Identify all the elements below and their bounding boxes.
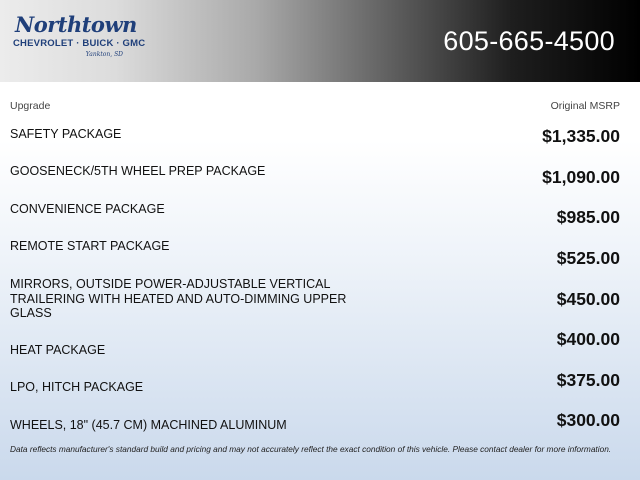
upgrade-price: $400.00 (556, 329, 620, 349)
logo-name: Northtown (15, 12, 137, 37)
upgrade-name: REMOTE START PACKAGE (10, 239, 170, 253)
logo-brands: CHEVROLET · BUICK · GMC (13, 38, 146, 49)
upgrade-name: CONVENIENCE PACKAGE (10, 202, 165, 216)
upgrade-price: $985.00 (556, 207, 620, 227)
logo-city: Yankton, SD (85, 51, 123, 58)
upgrade-price: $1,090.00 (542, 167, 620, 187)
upgrade-price: $450.00 (556, 289, 620, 309)
msrp-column-heading: Original MSRP (550, 100, 620, 112)
upgrade-price: $1,335.00 (542, 126, 620, 146)
upgrade-name: HEAT PACKAGE (10, 343, 106, 357)
upgrade-price: $525.00 (556, 248, 620, 268)
dealer-logo (13, 12, 146, 66)
upgrade-name: WHEELS, 18" (45.7 CM) MACHINED ALUMINUM (10, 418, 287, 432)
upgrade-name: SAFETY PACKAGE (10, 127, 122, 141)
upgrade-price: $375.00 (556, 370, 620, 390)
header-banner (0, 0, 640, 82)
upgrade-name: LPO, HITCH PACKAGE (10, 380, 144, 394)
upgrade-name: GOOSENECK/5TH WHEEL PREP PACKAGE (10, 164, 266, 178)
upgrade-column-heading: Upgrade (10, 100, 51, 112)
disclaimer: Data reflects manufacturer's standard build and pricing and may not accurately reflect the exact condition of this vehicle. Please contact dealer for more information. (10, 444, 612, 454)
dealer-phone[interactable]: 605-665-4500 (443, 26, 615, 56)
upgrade-name: MIRRORS, OUTSIDE POWER-ADJUSTABLE VERTICAL TRAILERING WITH HEATED AND AUTO-DIMMING UPPER GLASS (10, 277, 347, 320)
upgrade-price: $300.00 (556, 410, 620, 430)
